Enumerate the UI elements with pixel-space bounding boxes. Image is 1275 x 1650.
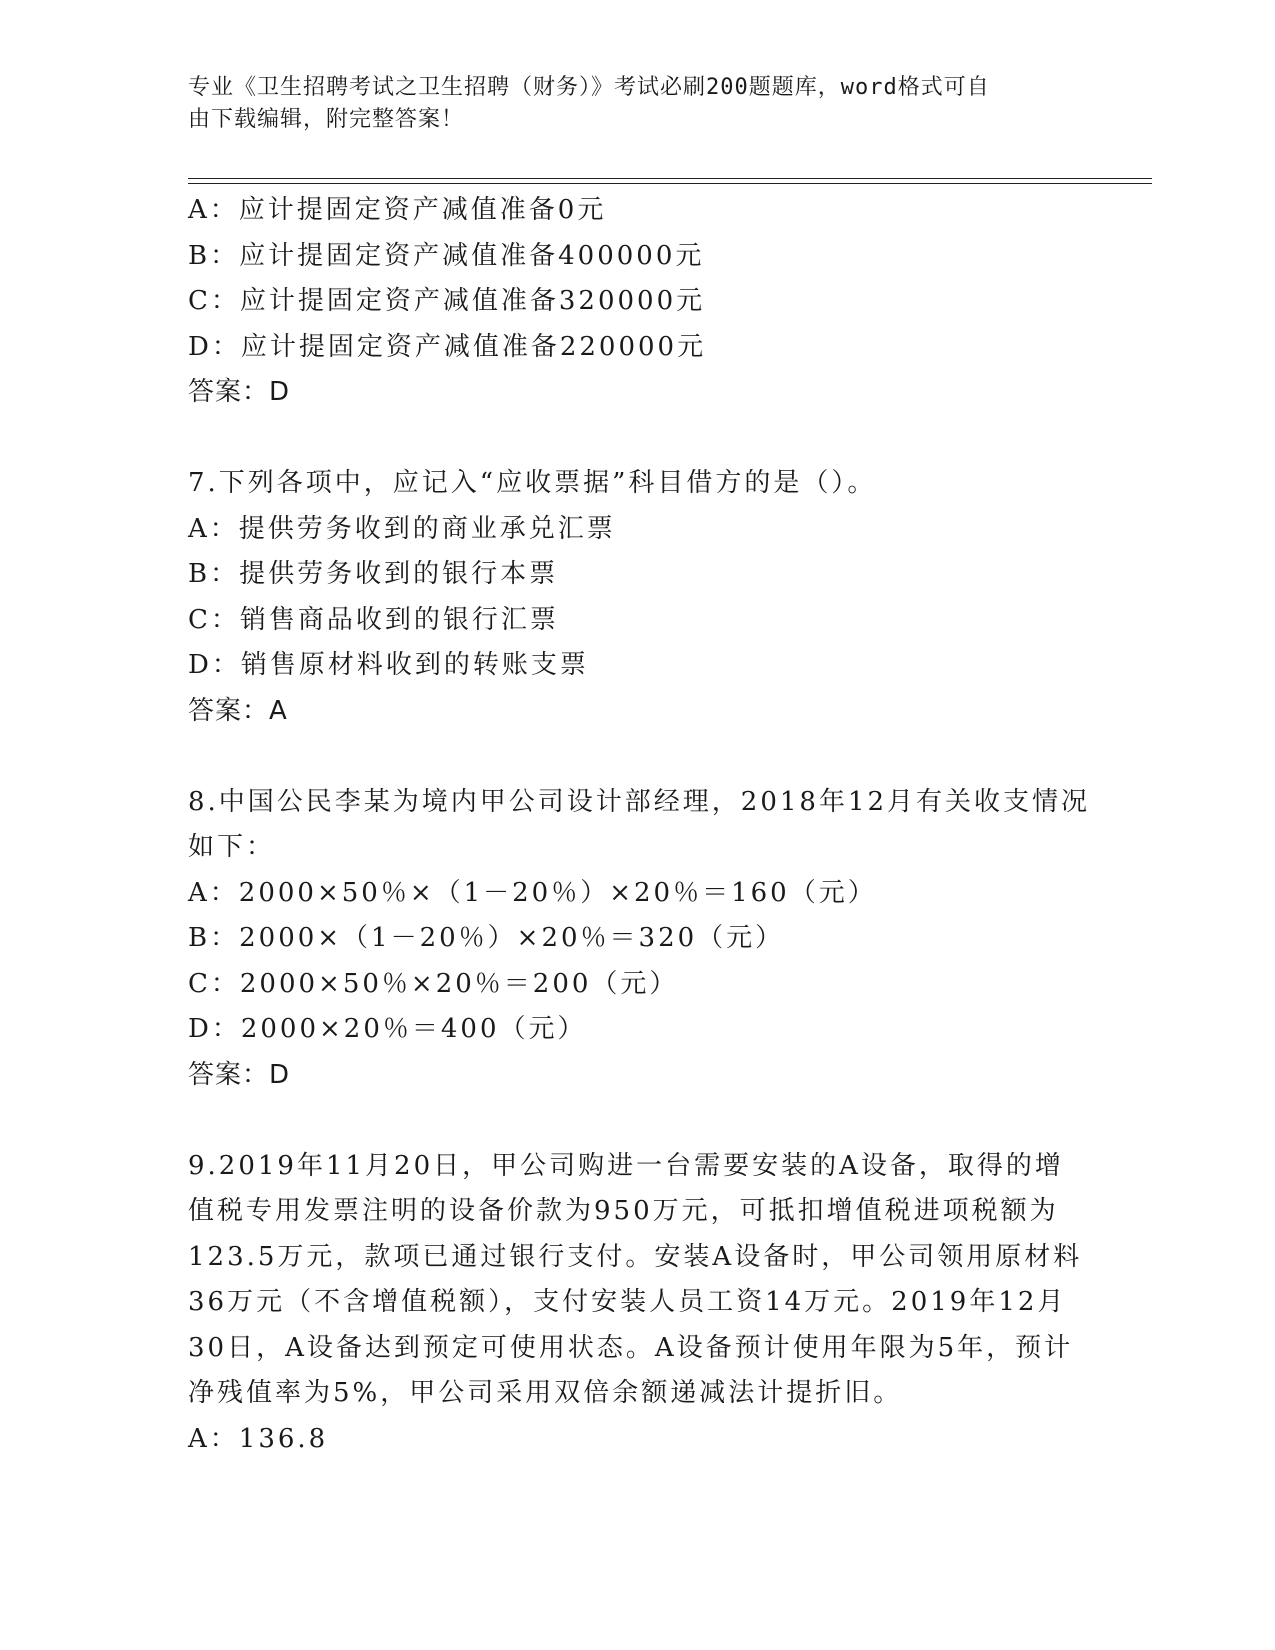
- question-text-line-4: 36万元（不含增值税额），支付安装人员工资14万元。2019年12月: [188, 1287, 1067, 1317]
- question-text-line-1: 9.2019年11月20日，甲公司购进一台需要安装的A设备，取得的增: [188, 1150, 1064, 1181]
- option-a: A：提供劳务收到的商业承兑汇票: [188, 513, 616, 544]
- question-text-line-6: 净残值率为5%，甲公司采用双倍余额递减法计提折旧。: [188, 1378, 903, 1408]
- document-body: [188, 188, 1091, 1462]
- question-6: [188, 188, 1088, 416]
- option-d: D：销售原材料收到的转账支票: [188, 650, 589, 680]
- option-c: C：应计提固定资产减值准备320000元: [188, 286, 706, 316]
- option-b: B：应计提固定资产减值准备400000元: [188, 240, 705, 271]
- question-text-line-1: 8.中国公民李某为境内甲公司设计部经理，2018年12月有关收支情况: [188, 786, 1091, 817]
- question-text: 7.下列各项中，应记入“应收票据”科目借方的是（）。: [188, 468, 877, 498]
- option-b: B：2000×（1－20％）×20％＝320（元）: [188, 923, 785, 953]
- spacer: [188, 734, 1088, 780]
- option-a: A：136.8: [188, 1423, 329, 1454]
- option-c: C：2000×50％×20％＝200（元）: [188, 968, 679, 999]
- header-divider-bottom: [188, 183, 1152, 184]
- option-b: B：提供劳务收到的银行本票: [188, 559, 559, 589]
- question-text-line-2: 如下：: [188, 832, 276, 862]
- option-a: A：应计提固定资产减值准备0元: [188, 195, 607, 225]
- question-text-line-5: 30日，A设备达到预定可使用状态。A设备预计使用年限为5年，预计: [188, 1332, 1074, 1363]
- header-divider-top: [188, 178, 1152, 179]
- question-7: [188, 461, 1088, 734]
- question-text-line-3: 123.5万元，款项已通过银行支付。安装A设备时，甲公司领用原材料: [188, 1241, 1083, 1272]
- answer-line: 答案：D: [188, 1059, 291, 1090]
- option-d: D：应计提固定资产减值准备220000元: [188, 331, 707, 362]
- header-line-2: 由下载编辑，附完整答案！: [188, 107, 465, 132]
- option-a: A：2000×50％×（1－20％）×20％＝160（元）: [188, 877, 877, 908]
- question-8: [188, 780, 1091, 1099]
- answer-line: 答案：D: [188, 377, 291, 407]
- spacer: [188, 1098, 1088, 1144]
- spacer: [188, 416, 1088, 462]
- question-text-line-2: 值税专用发票注明的设备价款为950万元，可抵扣增值税进项税额为: [188, 1196, 1059, 1226]
- option-d: D：2000×20％＝400（元）: [188, 1014, 587, 1044]
- document-header: [188, 72, 1068, 136]
- question-9: [188, 1144, 1088, 1463]
- answer-line: 答案：A: [188, 695, 288, 726]
- option-c: C：销售商品收到的银行汇票: [188, 604, 559, 635]
- header-line-1: 专业《卫生招聘考试之卫生招聘（财务）》考试必刷200题题库，word格式可自: [188, 75, 990, 100]
